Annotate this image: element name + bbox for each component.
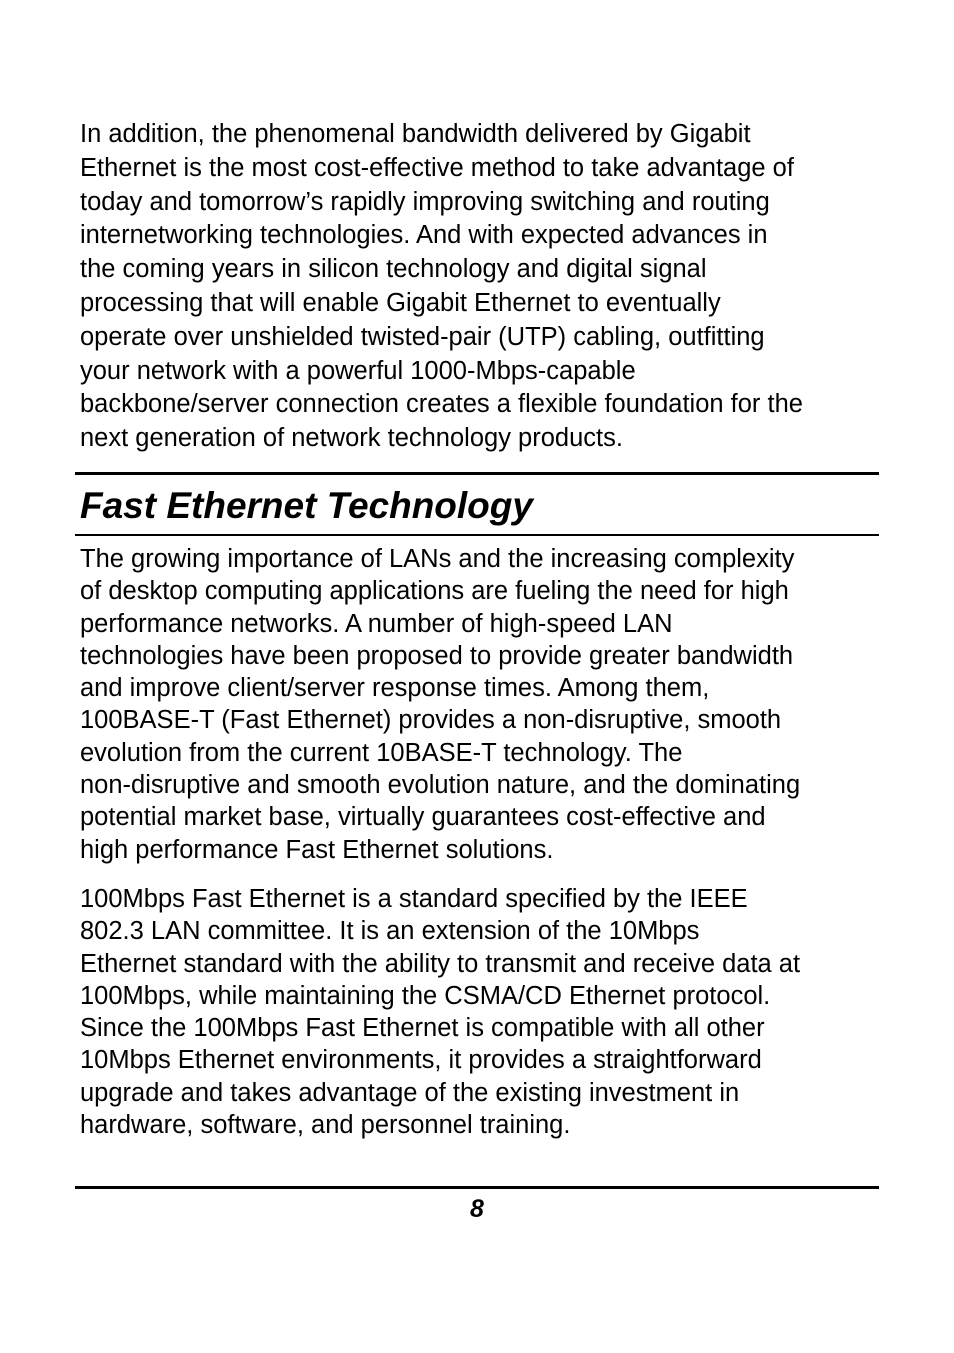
page-number: 8 [470,1195,484,1223]
section-top-rule [75,472,879,475]
footer-rule [75,1186,879,1189]
section-heading: Fast Ethernet Technology [80,485,533,526]
intro-paragraph: In addition, the phenomenal bandwidth delivered by Gigabit Ethernet is the most cost-effective method to take advantage of today and tomorrow’s rapidly improving switching and routing internetworking technologies. And with expected advances in the coming years in silicon technology and digital signal processing that will enable Gigabit Ethernet to eventually operate over unshielded twisted-pair (UTP) cabling, outfitting your network with a powerful 1000-Mbps-capable backbone/server connection creates a flexible foundation for the next generation of network technology products. [80,120,803,453]
section-heading-rule [75,534,879,536]
fast-ethernet-paragraph-2: 100Mbps Fast Ethernet is a standard specified by the IEEE 802.3 LAN committee. It is an extension of the 10Mbps Ethernet standard with the ability to transmit and receive data at 100Mbps, while maintaining the CSMA/CD Ethernet protocol. Since the 100Mbps Fast Ethernet is compatible with all other 10Mbps Ethernet environments, it provides a straightforward upgrade and takes advantage of the existing investment in hardware, software, and personnel training. [80,885,801,1140]
fast-ethernet-paragraph-1: The growing importance of LANs and the increasing complexity of desktop computing applications are fueling the need for high performance networks. A number of high-speed LAN technologies have been proposed to provide greater bandwidth and improve client/server response times. Among them, 100BASE-T (Fast Ethernet) provides a non-disruptive, smooth evolution from the current 10BASE-T technology. The non-disruptive and smooth evolution nature, and the dominating potential market base, virtually guarantees cost-effective and high performance Fast Ethernet solutions. [80,545,801,864]
